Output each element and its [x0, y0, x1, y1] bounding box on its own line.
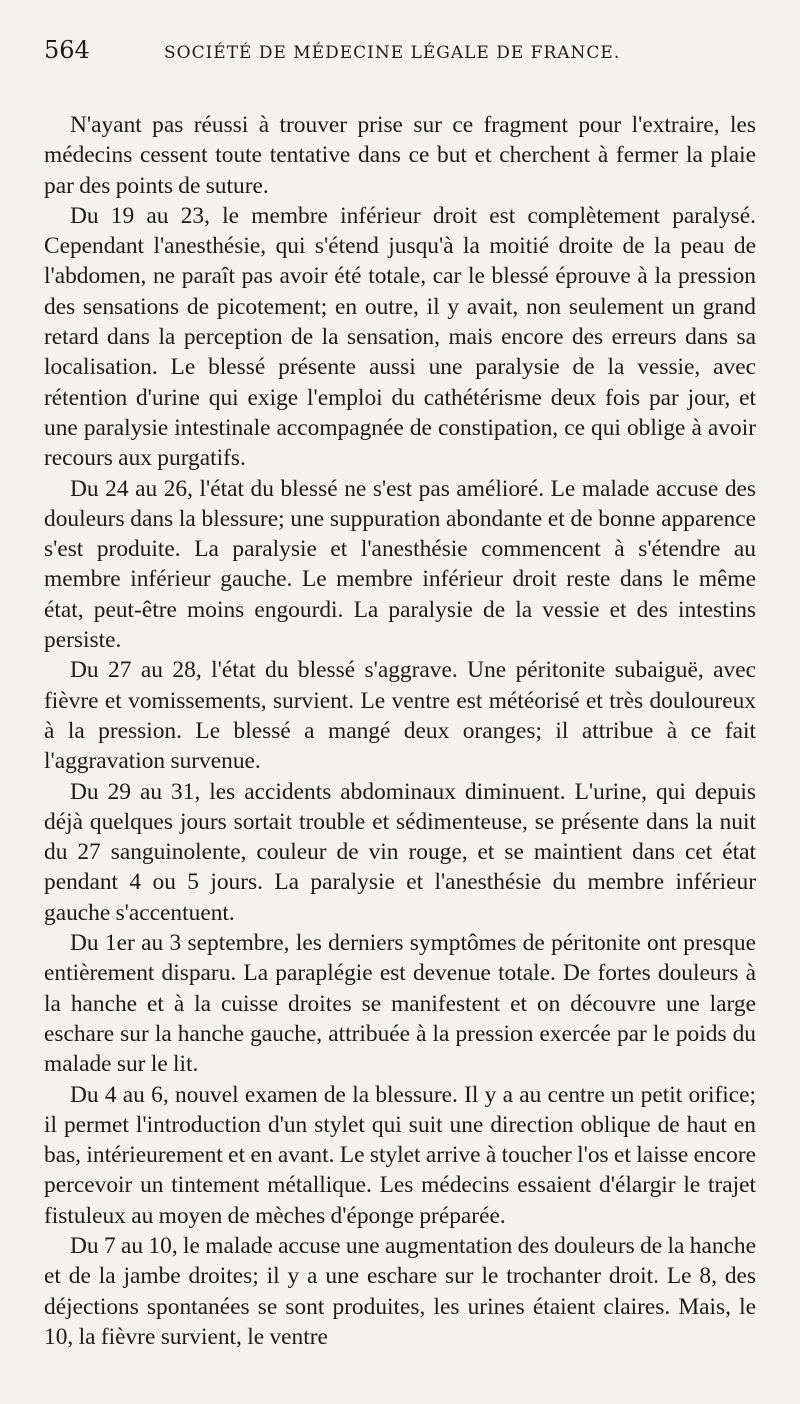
paragraph: Du 27 au 28, l'état du blessé s'aggrave. Une péritonite subaiguë, avec fièvre et vomissements, survient. Le ventre est météorisé et très douloureux à la pression. Le blessé a mangé deux oranges; il attribue à ce fait l'aggravation survenue. — [44, 657, 756, 775]
paragraph: Du 24 au 26, l'état du blessé ne s'est pas amélioré. Le malade accuse des douleurs dans la blessure; une suppuration abondante et de bonne apparence s'est produite. La paralysie et l'anesthésie commencent à s'étendre au membre inférieur gauche. Le membre inférieur droit reste dans le même état, peut-être moins engourdi. La paralysie de la vessie et des intestins persiste. — [44, 475, 756, 654]
paragraph: Du 4 au 6, nouvel examen de la blessure. Il y a au centre un petit orifice; il permet l'introduction d'un stylet qui suit une direction oblique de haut en bas, intérieurement et en avant. Le stylet arrive à toucher l'os et laisse encore percevoir un tintement métallique. Les médecins essaient d'élargir le trajet fistuleux au moyen de mèches d'éponge préparée. — [44, 1081, 756, 1229]
body-text — [44, 110, 756, 1352]
page-number: 564 — [44, 36, 90, 64]
paragraph: Du 1er au 3 septembre, les derniers symptômes de péritonite ont presque entièrement disparu. La paraplégie est devenue totale. De fortes douleurs à la hanche et à la cuisse droites se manifestent et on découvre une large eschare sur la hanche gauche, attribuée à la pression exercée par le poids du malade sur le lit. — [44, 930, 756, 1078]
paragraph: Du 29 au 31, les accidents abdominaux diminuent. L'urine, qui depuis déjà quelques jours sortait trouble et sédimenteuse, se présente dans la nuit du 27 sanguinolente, couleur de vin rouge, et se maintient dans cet état pendant 4 ou 5 jours. La paralysie et l'anesthésie du membre inférieur gauche s'accentuent. — [44, 778, 756, 926]
paragraph: N'ayant pas réussi à trouver prise sur ce fragment pour l'extraire, les médecins cessent toute tentative dans ce but et cherchent à fermer la plaie par des points de suture. — [44, 112, 756, 199]
page-header — [44, 36, 756, 70]
paragraph: Du 19 au 23, le membre inférieur droit est complètement paralysé. Cependant l'anesthésie, qui s'étend jusqu'à la moitié droite de la peau de l'abdomen, ne paraît pas avoir été totale, car le blessé éprouve à la pression des sensations de picotement; en outre, il y avait, non seulement un grand retard dans la perception de la sensation, mais encore des erreurs dans sa localisation. Le blessé présente aussi une paralysie de la vessie, avec rétention d'urine qui exige l'emploi du cathétérisme deux fois par jour, et une paralysie intestinale accompagnée de constipation, ce qui oblige à avoir recours aux purgatifs. — [44, 202, 756, 472]
paragraph: Du 7 au 10, le malade accuse une augmentation des douleurs de la hanche et de la jambe droites; il y a une eschare sur le trochanter droit. Le 8, des déjections spontanées se sont produites, les urines étaient claires. Mais, le 10, la fièvre survient, le ventre — [44, 1232, 756, 1350]
running-title: SOCIÉTÉ DE MÉDECINE LÉGALE DE FRANCE. — [164, 43, 621, 63]
